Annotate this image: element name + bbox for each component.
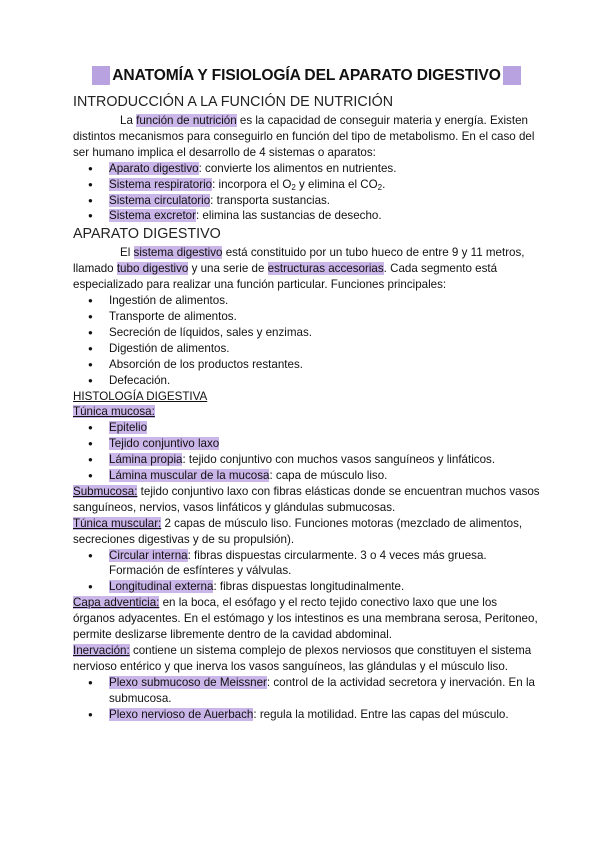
section-label: Túnica muscular: bbox=[73, 516, 162, 530]
list-term: Sistema circulatorio bbox=[109, 193, 211, 207]
title-row bbox=[73, 66, 540, 85]
subscript: 2 bbox=[377, 182, 383, 192]
list-item bbox=[73, 707, 540, 723]
mucosa-list bbox=[73, 420, 540, 484]
intro-paragraph bbox=[73, 113, 540, 161]
section-label: Inervación: bbox=[73, 644, 130, 657]
list-text: : regula la motilidad. Entre las capas del músculo. bbox=[253, 707, 509, 721]
list-term: Sistema respiratorio bbox=[109, 177, 213, 191]
title-decoration-left bbox=[92, 66, 110, 85]
list-term: Epitelio bbox=[109, 421, 148, 435]
paragraph-text: 2 capas de músculo liso. Funciones motoras (mezclado de alimentos, secreciones digestivas y de su propulsión). bbox=[73, 516, 523, 546]
list-term: Lámina propia bbox=[109, 453, 183, 467]
paragraph-text: El bbox=[120, 246, 134, 260]
list-text: : incorpora el O bbox=[212, 177, 292, 191]
list-text: : elimina las sustancias de desecho. bbox=[195, 209, 382, 223]
subscript: 2 bbox=[291, 182, 296, 192]
list-term: Plexo nervioso de Auerbach bbox=[109, 707, 254, 721]
list-term: Sistema excretor bbox=[109, 209, 196, 223]
digestivo-heading: APARATO DIGESTIVO bbox=[73, 226, 221, 243]
list-text: : control de la actividad secretora y inervación. En la submucosa. bbox=[109, 675, 535, 705]
highlighted-term: estructuras accesorias bbox=[267, 262, 384, 276]
paragraph-text: y una serie de bbox=[188, 262, 268, 276]
list-term: Plexo submucoso de Meissner bbox=[109, 675, 267, 689]
list-item bbox=[73, 548, 540, 580]
list-term: Longitudinal externa bbox=[109, 580, 214, 594]
list-item: ● Defecación. bbox=[73, 373, 540, 389]
list-item bbox=[73, 436, 540, 452]
intro-term: función de nutrición bbox=[136, 114, 237, 127]
muscular-paragraph bbox=[73, 516, 540, 548]
intro-heading: INTRODUCCIÓN A LA FUNCIÓN DE NUTRICIÓN bbox=[73, 94, 394, 110]
list-text: : convierte los alimentos en nutrientes. bbox=[198, 161, 397, 175]
paragraph-text: está constituido por un tubo hueco de entre 9 y 11 metros, llamado bbox=[73, 246, 525, 276]
mucosa-label-line bbox=[73, 404, 540, 420]
systems-list bbox=[73, 161, 540, 225]
list-term: Aparato digestivo bbox=[109, 161, 199, 175]
inervacion-list bbox=[73, 675, 540, 723]
highlighted-term: tubo digestivo bbox=[116, 262, 189, 276]
muscular-list bbox=[73, 548, 540, 596]
list-text: : capa de músculo liso. bbox=[269, 469, 388, 483]
section-label: Submucosa: bbox=[73, 484, 138, 498]
highlighted-term: sistema digestivo bbox=[133, 246, 223, 260]
list-text: : fibras dispuestas circularmente. 3 o 4 veces más gruesa. Formación de esfínteres y válvulas. bbox=[109, 548, 487, 578]
list-term: Lámina muscular de la mucosa bbox=[109, 469, 270, 483]
list-item bbox=[73, 177, 540, 193]
functions-list bbox=[73, 293, 540, 388]
list-item bbox=[73, 579, 540, 595]
list-item bbox=[73, 208, 540, 224]
list-item bbox=[73, 193, 540, 209]
list-item: ● Digestión de alimentos. bbox=[73, 341, 540, 357]
intro-text: es la capacidad de conseguir materia y energía. Existen distintos mecanismos para conseguirlo en función del tipo de metabolismo. En el caso del ser humano implica el desarrollo de 4 sistemas o aparatos: bbox=[73, 114, 535, 159]
list-text: y elimina el CO bbox=[295, 177, 378, 191]
list-term: Circular interna bbox=[109, 548, 188, 562]
list-text: . bbox=[382, 177, 386, 191]
list-text: : tejido conjuntivo con muchos vasos sanguíneos y linfáticos. bbox=[182, 453, 496, 467]
document-title: ANATOMÍA Y FISIOLOGÍA DEL APARATO DIGESTIVO bbox=[112, 66, 501, 84]
histologia-heading: HISTOLOGÍA DIGESTIVA bbox=[73, 389, 208, 403]
title-decoration-right bbox=[503, 66, 521, 85]
list-item bbox=[73, 161, 540, 177]
section-label: Túnica mucosa: bbox=[73, 405, 155, 419]
submucosa-paragraph bbox=[73, 484, 540, 516]
digestivo-paragraph bbox=[73, 245, 540, 293]
paragraph-text: . Cada segmento está especializado para realizar una función particular. Funciones principales: bbox=[73, 262, 498, 292]
section-label: Capa adventicia: bbox=[73, 596, 160, 610]
list-item: ● Absorción de los productos restantes. bbox=[73, 357, 540, 373]
list-text: : transporta sustancias. bbox=[210, 193, 331, 207]
list-item bbox=[73, 675, 540, 707]
paragraph-text: en la boca, el esófago y el recto tejido conectivo laxo que une los órganos adyacentes. En el estómago y los intestinos es una membrana serosa, Peritoneo, permite deslizarse libremente dentro de la cavidad abdominal. bbox=[73, 596, 538, 642]
list-item bbox=[73, 420, 540, 436]
list-item bbox=[73, 468, 540, 484]
adventicia-paragraph bbox=[73, 595, 540, 643]
list-item: ● Transporte de alimentos. bbox=[73, 309, 540, 325]
intro-text: La bbox=[120, 114, 137, 127]
list-text: : fibras dispuestas longitudinalmente. bbox=[213, 580, 405, 594]
list-item: ● Ingestión de alimentos. bbox=[73, 293, 540, 309]
list-item: ● Secreción de líquidos, sales y enzimas. bbox=[73, 325, 540, 341]
inervacion-paragraph bbox=[73, 643, 540, 675]
paragraph-text: contiene un sistema complejo de plexos nerviosos que constituyen el sistema nervioso entérico y que inerva los vasos sanguíneos, las glándulas y el músculo liso. bbox=[73, 644, 532, 673]
paragraph-text: tejido conjuntivo laxo con fibras elásticas donde se encuentran muchos vasos sanguíneos, nervios, vasos linfáticos y glándulas submucosas. bbox=[73, 484, 540, 514]
list-term: Tejido conjuntivo laxo bbox=[109, 437, 220, 451]
list-item bbox=[73, 452, 540, 468]
